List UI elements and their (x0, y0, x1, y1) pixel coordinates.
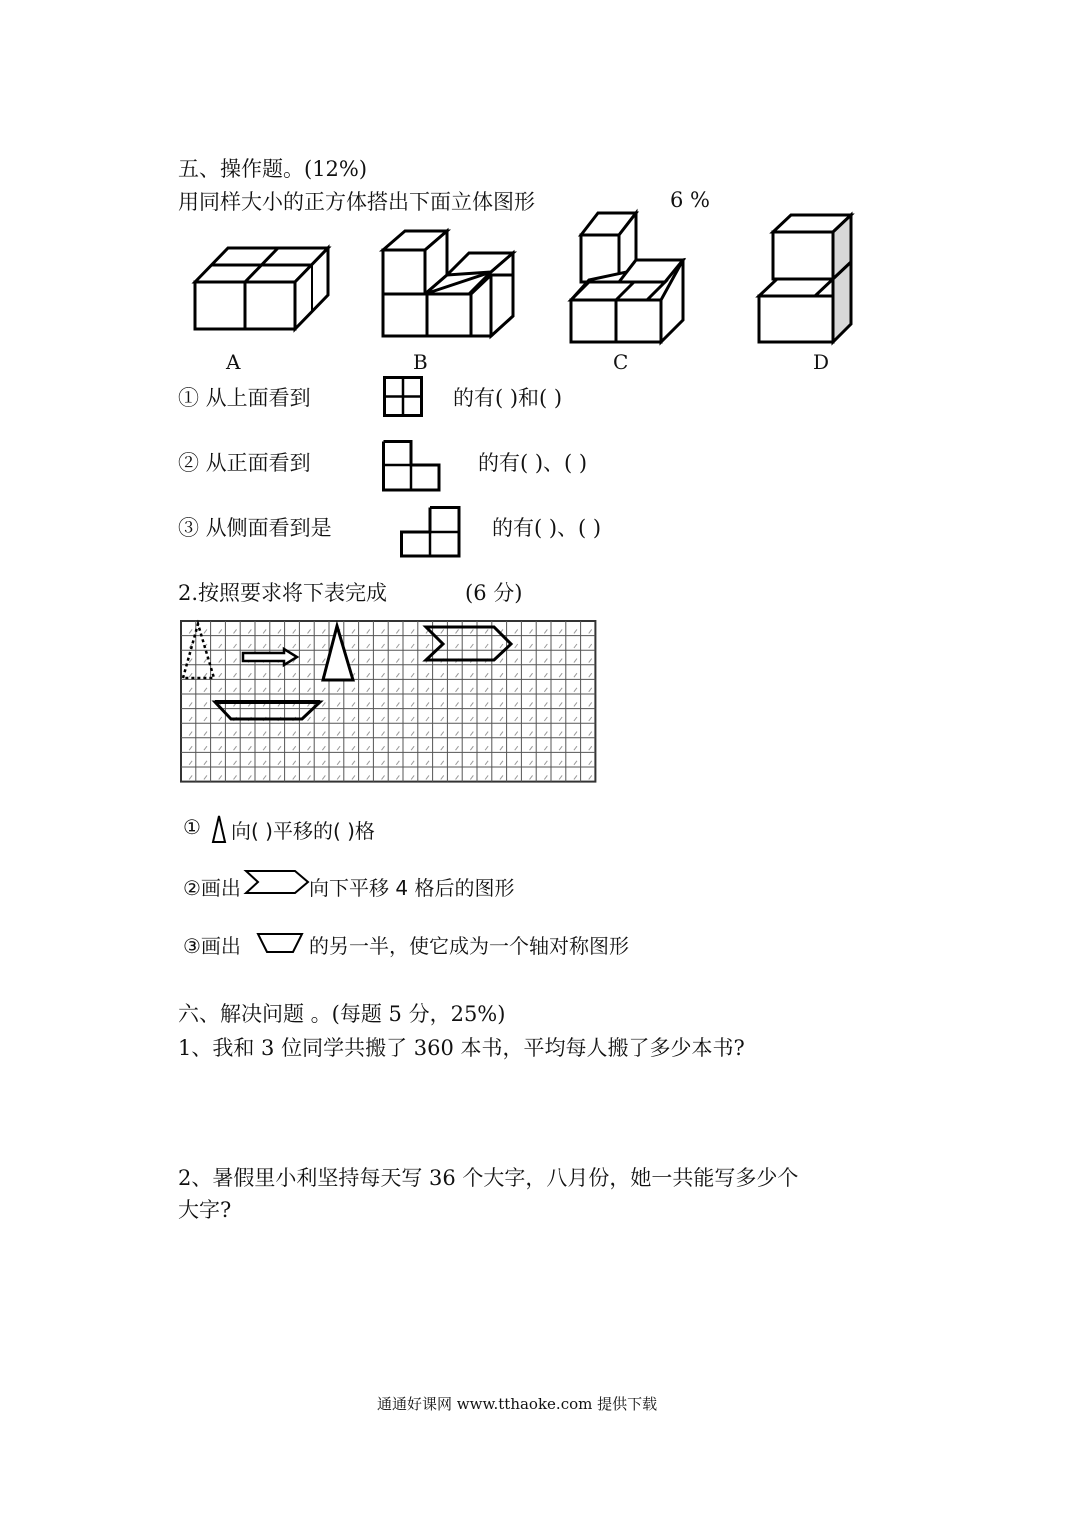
page-footer: 通通好课网 www.tthaoke.com 提供下载 (377, 1395, 658, 1413)
top-view-icon (383, 376, 423, 418)
q2-prefix: ② 从正面看到 (178, 451, 311, 475)
section5-title: 五、操作题。(12%) (178, 157, 368, 181)
figure-label-c: C (613, 350, 629, 374)
task2-item1-text: 向( )平移的( )格 (231, 819, 375, 843)
task2-item2-prefix: ②画出 (183, 876, 241, 900)
cube-figure-c (568, 210, 688, 345)
task2-score: (6 分) (465, 581, 523, 605)
problem-1: 1、我和 3 位同学共搬了 360 本书，平均每人搬了多少本书? (178, 1036, 745, 1060)
problem-2-line1: 2、暑假里小利坚持每天写 36 个大字，八月份，她一共能写多少个 (178, 1166, 799, 1190)
section5-subtitle: 用同样大小的正方体搭出下面立体图形 (178, 190, 535, 214)
section6-title: 六、解决问题 。(每题 5 分，25%) (178, 1002, 506, 1026)
front-view-icon (382, 440, 442, 492)
task2-item3-prefix: ③画出 (183, 934, 241, 958)
q3-prefix: ③ 从侧面看到是 (178, 516, 332, 540)
q2-suffix: 的有( )、( ) (478, 451, 588, 475)
cube-figure-b (380, 228, 520, 340)
figure-label-d: D (813, 350, 830, 374)
task2-item1-number: ① (183, 815, 201, 839)
figure-label-a: A (226, 350, 241, 374)
trapezoid-shape-icon (256, 930, 306, 956)
section5-subtitle-score: 6 % (670, 188, 710, 212)
q3-suffix: 的有( )、( ) (492, 516, 602, 540)
cube-figure-a (192, 245, 332, 335)
q1-prefix: ① 从上面看到 (178, 386, 311, 410)
task2-item3-text: 的另一半，使它成为一个轴对称图形 (309, 934, 629, 958)
task2-title: 2.按照要求将下表完成 (178, 581, 388, 605)
translation-grid (180, 620, 600, 782)
chevron-shape-icon (243, 868, 311, 896)
triangle-icon (211, 814, 227, 844)
q1-suffix: 的有( )和( ) (453, 386, 563, 410)
cube-figure-d (756, 212, 856, 347)
figure-label-b: B (413, 350, 428, 374)
side-view-icon (400, 506, 462, 558)
problem-2-line2: 大字? (178, 1198, 232, 1222)
task2-item2-text: 向下平移 4 格后的图形 (309, 876, 515, 900)
